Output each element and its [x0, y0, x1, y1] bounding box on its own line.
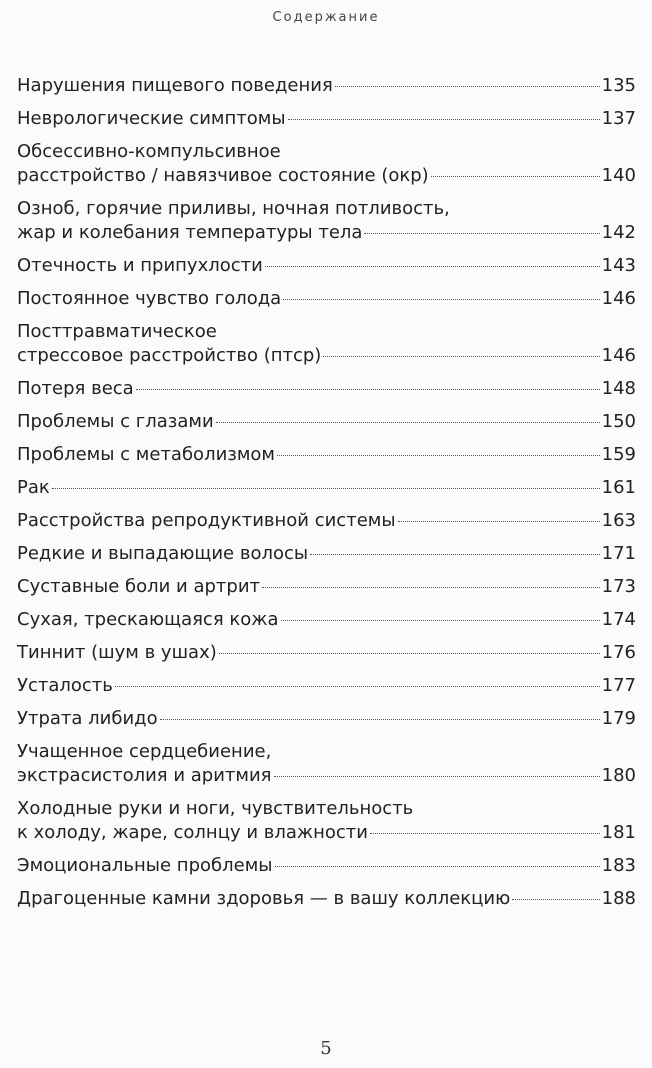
- dot-leader: [398, 521, 600, 522]
- toc-entry-page: 180: [601, 765, 636, 786]
- toc-entry-page: 181: [601, 822, 636, 843]
- toc-entry-page: 150: [601, 411, 636, 432]
- toc-entry: [17, 509, 636, 533]
- toc-entry: [17, 377, 636, 401]
- dot-leader: [160, 719, 600, 720]
- toc-entry-page: 140: [601, 165, 636, 186]
- toc-entry-title: Тиннит (шум в ушах): [17, 642, 217, 663]
- toc-entry: [17, 410, 636, 434]
- toc-entry-page: 174: [601, 609, 636, 630]
- toc-entry-title-line: Озноб, горячие приливы, ночная потливость,: [17, 198, 450, 219]
- toc-entry-row: [17, 821, 636, 845]
- toc-entry-title: Сухая, трескающаяся кожа: [17, 609, 279, 630]
- toc-entry-page: 163: [601, 510, 636, 531]
- toc-entry-page: 142: [601, 222, 636, 243]
- toc-entry-row: [17, 608, 636, 632]
- toc-entry: [17, 674, 636, 698]
- toc-entry: [17, 197, 636, 245]
- dot-leader: [265, 266, 600, 267]
- toc-entry: [17, 107, 636, 131]
- toc-entry-row: [17, 107, 636, 131]
- toc-entry-row: [17, 887, 636, 911]
- toc-entry-title-line: Холодные руки и ноги, чувствительность: [17, 798, 414, 819]
- toc-entry-page: 137: [601, 108, 636, 129]
- dot-leader: [115, 686, 600, 687]
- toc-entry: [17, 476, 636, 500]
- toc-entry-row: [17, 443, 636, 467]
- page-number: 5: [320, 1038, 332, 1059]
- toc-entry-title: расстройство / навязчивое состояние (окр): [17, 165, 429, 186]
- toc-entry: [17, 854, 636, 878]
- toc-entry-title-line: Обсессивно-компульсивное: [17, 141, 281, 162]
- dot-leader: [370, 833, 600, 834]
- toc-entry: [17, 707, 636, 731]
- dot-leader: [512, 899, 599, 900]
- toc-entry-row: [17, 641, 636, 665]
- toc-entry-title: Рак: [17, 477, 50, 498]
- toc-entry-row: [17, 575, 636, 599]
- toc-entry: [17, 443, 636, 467]
- dot-leader: [310, 554, 600, 555]
- toc-entry-title: жар и колебания температуры тела: [17, 222, 363, 243]
- toc-entry-title: стрессовое расстройство (птср): [17, 345, 322, 366]
- toc-entry-row: [17, 74, 636, 98]
- dot-leader: [431, 176, 600, 177]
- toc-entry-page: 173: [601, 576, 636, 597]
- dot-leader: [52, 488, 600, 489]
- toc-entry-title: Драгоценные камни здоровья — в вашу коллекцию: [17, 888, 511, 909]
- toc-entry-title: Потеря веса: [17, 378, 134, 399]
- dot-leader: [281, 620, 600, 621]
- toc-entry-title: Утрата либидо: [17, 708, 158, 729]
- toc-entry-title: Нарушения пищевого поведения: [17, 75, 333, 96]
- toc-entry-page: 179: [601, 708, 636, 729]
- toc-entry-title: Суставные боли и артрит: [17, 576, 261, 597]
- toc-entry-row: [17, 542, 636, 566]
- toc-entry-title: Постоянное чувство голода: [17, 288, 282, 309]
- dot-leader: [274, 776, 600, 777]
- toc-entry-row: [17, 221, 636, 245]
- dot-leader: [288, 119, 600, 120]
- toc-entry-title: Проблемы с метаболизмом: [17, 444, 276, 465]
- dot-leader: [262, 587, 600, 588]
- toc-entry: [17, 254, 636, 278]
- running-header: Содержание: [272, 10, 380, 25]
- toc-entry-row: [17, 509, 636, 533]
- toc-entry: [17, 740, 636, 788]
- toc-entry-row: [17, 254, 636, 278]
- toc-entry: [17, 320, 636, 368]
- toc-entry-row: [17, 410, 636, 434]
- toc-entry-page: 176: [601, 642, 636, 663]
- toc-entry-page: 188: [601, 888, 636, 909]
- dot-leader: [277, 455, 600, 456]
- toc-entry-page: 177: [601, 675, 636, 696]
- toc-entry: [17, 797, 636, 845]
- toc-entry-row: [17, 707, 636, 731]
- toc-entry-page: 161: [601, 477, 636, 498]
- toc-entry-title: экстрасистолия и аритмия: [17, 765, 272, 786]
- toc-entry-page: 171: [601, 543, 636, 564]
- dot-leader: [364, 233, 599, 234]
- toc-entry: [17, 287, 636, 311]
- dot-leader: [275, 866, 600, 867]
- toc-entry-page: 143: [601, 255, 636, 276]
- toc-entry-row: [17, 287, 636, 311]
- dot-leader: [283, 299, 599, 300]
- toc-entry-title-line: Учащенное сердцебиение,: [17, 741, 272, 762]
- toc-entry-title-line: Посттравматическое: [17, 321, 217, 342]
- toc-entry-page: 183: [601, 855, 636, 876]
- toc-entry: [17, 74, 636, 98]
- toc-entry-title: Расстройства репродуктивной системы: [17, 510, 396, 531]
- toc-entry: [17, 140, 636, 188]
- toc-entry: [17, 641, 636, 665]
- toc-entry-row: [17, 164, 636, 188]
- dot-leader: [216, 422, 600, 423]
- dot-leader: [323, 356, 599, 357]
- toc-entry-title: Проблемы с глазами: [17, 411, 214, 432]
- toc-entry-page: 135: [601, 75, 636, 96]
- dot-leader: [136, 389, 600, 390]
- toc-entry-row: [17, 674, 636, 698]
- toc-entry: [17, 887, 636, 911]
- toc-entry-row: [17, 344, 636, 368]
- toc-entry-title: к холоду, жаре, солнцу и влажности: [17, 822, 368, 843]
- toc-entry-title: Редкие и выпадающие волосы: [17, 543, 309, 564]
- table-of-contents: [17, 74, 636, 920]
- toc-entry-row: [17, 377, 636, 401]
- dot-leader: [335, 86, 600, 87]
- toc-entry-page: 146: [601, 288, 636, 309]
- toc-entry: [17, 608, 636, 632]
- toc-entry-title: Эмоциональные проблемы: [17, 855, 273, 876]
- toc-entry: [17, 542, 636, 566]
- dot-leader: [219, 653, 600, 654]
- toc-entry: [17, 575, 636, 599]
- toc-entry-page: 159: [601, 444, 636, 465]
- toc-entry-page: 148: [601, 378, 636, 399]
- toc-entry-title: Неврологические симптомы: [17, 108, 286, 129]
- toc-entry-title: Усталость: [17, 675, 113, 696]
- toc-entry-row: [17, 476, 636, 500]
- toc-entry-row: [17, 854, 636, 878]
- toc-entry-row: [17, 764, 636, 788]
- toc-entry-title: Отечность и припухлости: [17, 255, 263, 276]
- toc-entry-page: 146: [601, 345, 636, 366]
